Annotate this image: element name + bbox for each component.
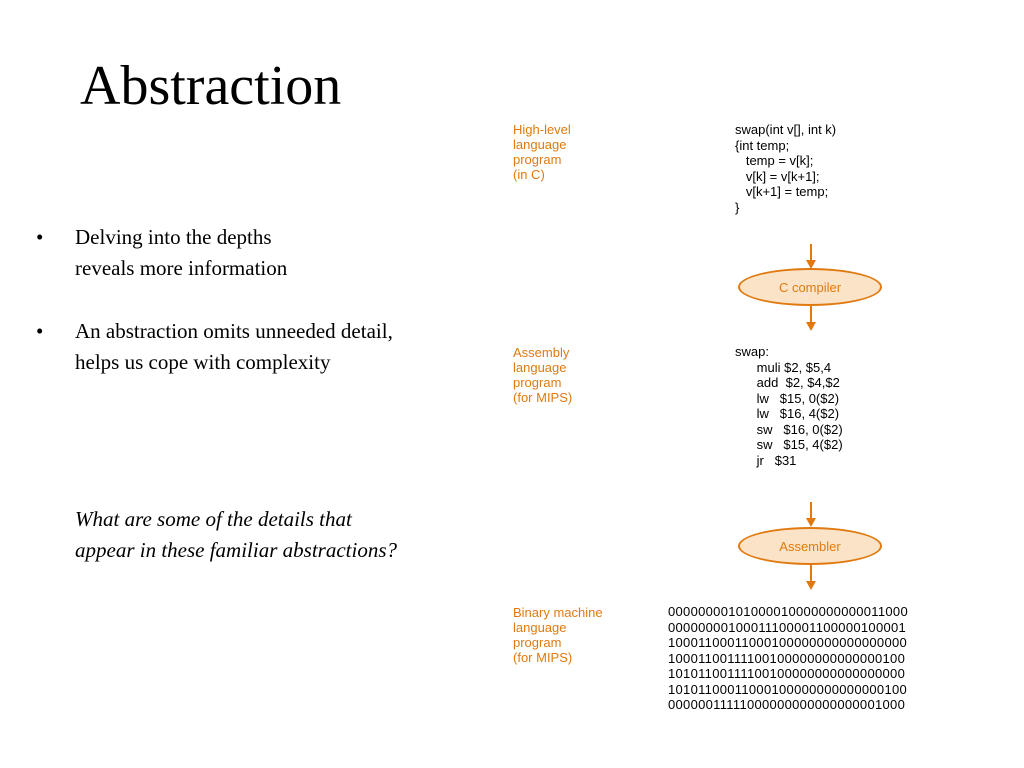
bullet-marker: •	[36, 319, 44, 343]
high-level-label: High-level language program (in C)	[513, 122, 571, 182]
down-arrow-icon	[805, 306, 817, 332]
bullet-marker: •	[36, 225, 44, 249]
binary-label: Binary machine language program (for MIPS)	[513, 605, 603, 665]
bullet-item	[36, 222, 486, 284]
bullet-text: Delving into the depths reveals more information	[75, 225, 288, 280]
assembly-label: Assembly language program (for MIPS)	[513, 345, 573, 405]
c-compiler-oval: C compiler	[738, 268, 882, 306]
slide-title: Abstraction	[80, 55, 342, 117]
assembler-oval: Assembler	[738, 527, 882, 565]
question-text: What are some of the details that appear in these familiar abstractions?	[75, 507, 397, 562]
down-arrow-icon	[805, 502, 817, 528]
binary-code: 00000000101000010000000000011000 00000000100011100001100000100001 10001100011000100000000000000000 10001100111100100000000000000100 10101100111100100000000000000000 10101100011000100000000000000100 00000011111000000000000000001000	[668, 604, 908, 712]
bullet-item	[36, 316, 486, 378]
down-arrow-icon	[805, 244, 817, 270]
assembly-code: swap: muli $2, $5,4 add $2, $4,$2 lw $15, 0($2) lw $16, 4($2) sw $16, 0($2) sw $15, 4($2) jr $31	[735, 344, 843, 468]
bullet-list	[36, 222, 486, 410]
c-source-code: swap(int v[], int k) {int temp; temp = v[k]; v[k] = v[k+1]; v[k+1] = temp; }	[735, 122, 837, 215]
down-arrow-icon	[805, 565, 817, 591]
bullet-text: An abstraction omits unneeded detail, helps us cope with complexity	[75, 319, 393, 374]
